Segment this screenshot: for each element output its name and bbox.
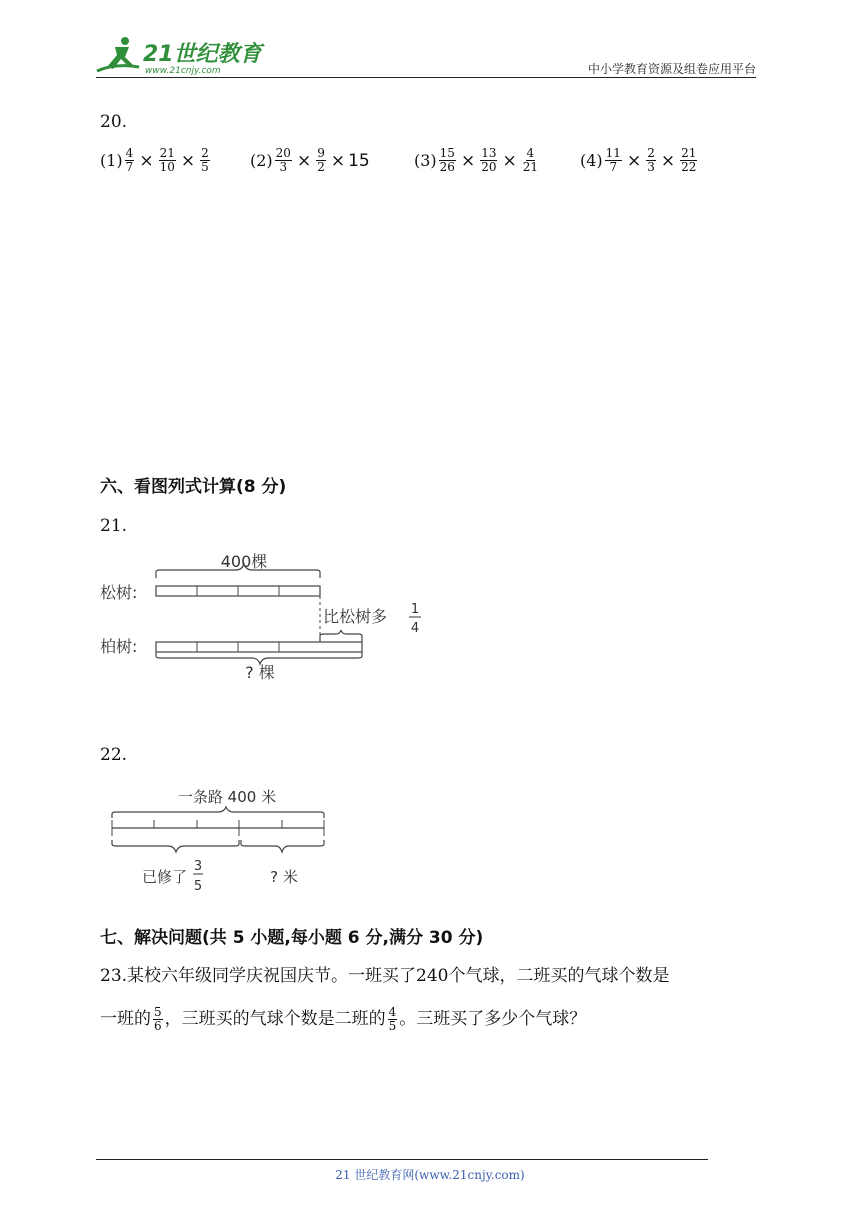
cypress-unknown-label: ? 棵 (245, 663, 275, 682)
multiply-sign: × (502, 150, 517, 171)
repaired-label: 已修了 (142, 868, 188, 886)
road-total-label: 一条路 400 米 (177, 788, 277, 806)
expression-label: (2) (250, 151, 273, 171)
remaining-unknown-label: ? 米 (270, 868, 298, 886)
road-diagram (100, 782, 340, 906)
expression-label: (3) (414, 151, 437, 171)
svg-text:3: 3 (193, 859, 203, 874)
svg-text:5: 5 (193, 879, 203, 894)
whole-number: 15 (348, 150, 370, 171)
logo-text: 21世纪教育 (143, 42, 262, 67)
question-21-number: 21. (100, 516, 128, 536)
fraction: $\frac{9}{2}$ (317, 146, 325, 175)
footer-divider (96, 1159, 708, 1160)
multiply-sign: × (180, 150, 196, 171)
expression-2 (250, 147, 370, 174)
expression-label: (1) (100, 151, 123, 171)
expression-1 (100, 147, 212, 174)
multiply-sign: × (296, 150, 312, 171)
fraction-five-sixths: $\frac{5}{6}$ (154, 1005, 162, 1034)
header-divider (96, 77, 756, 78)
total-pine-label: 400棵 (220, 552, 268, 571)
repaired-brace (112, 840, 239, 852)
question-22-number: 22. (100, 745, 128, 765)
pine-row-label: 松树: (100, 583, 138, 602)
fraction: $\frac{4}{7}$ (125, 146, 134, 175)
svg-text:4: 4 (410, 621, 420, 636)
multiply-sign: × (460, 150, 476, 171)
section-7-title: 七、解决问题(共 5 小题,每小题 6 分,满分 30 分) (100, 928, 484, 948)
expression-label: (4) (580, 151, 603, 171)
fraction: $\frac{15}{26}$ (439, 146, 455, 175)
multiply-sign: × (139, 150, 154, 171)
fraction: $\frac{2}{5}$ (201, 146, 209, 175)
expression-4 (580, 147, 699, 174)
multiply-sign: × (330, 150, 346, 171)
question-20-number: 20. (100, 112, 128, 132)
fraction: $\frac{20}{3}$ (275, 146, 291, 175)
extra-brace (320, 630, 362, 642)
fraction: $\frac{4}{21}$ (522, 146, 539, 175)
runner-logo-icon (97, 37, 139, 71)
site-logo (95, 33, 265, 81)
section-6-title: 六、看图列式计算(8 分) (100, 477, 287, 497)
fraction: $\frac{2}{3}$ (647, 146, 655, 175)
svg-text:1: 1 (410, 602, 420, 617)
fraction-four-fifths: $\frac{4}{5}$ (388, 1005, 397, 1034)
multiply-sign: × (626, 150, 642, 171)
question-23-line-2: 一班的 $\frac{5}{6}$ ，三班买的气球个数是二班的 $\frac{4}{5}$ 。三班买了多少个气球？ (100, 1005, 587, 1034)
tree-diagram (96, 546, 436, 690)
footer-link[interactable]: 21 世纪教育网(www.21cnjy.com) (335, 1168, 525, 1182)
cypress-row-label: 柏树: (100, 637, 138, 656)
cypress-bar (156, 642, 362, 652)
logo-url: www.21cnjy.com (145, 66, 221, 76)
fraction: $\frac{13}{20}$ (481, 146, 497, 175)
expression-3 (414, 147, 541, 174)
road-top-brace (112, 807, 324, 818)
remaining-brace (241, 840, 324, 852)
header-slogan: 中小学教育资源及组卷应用平台 (587, 62, 756, 76)
fraction: $\frac{21}{10}$ (159, 146, 175, 175)
question-23-line-1: 23.某校六年级同学庆祝国庆节。一班买了240个气球，二班买的气球个数是 (100, 966, 670, 986)
fraction: $\frac{21}{22}$ (681, 146, 697, 175)
fraction: $\frac{11}{7}$ (605, 146, 621, 175)
multiply-sign: × (660, 150, 676, 171)
more-than-pine-label: 比松树多 (323, 607, 388, 626)
